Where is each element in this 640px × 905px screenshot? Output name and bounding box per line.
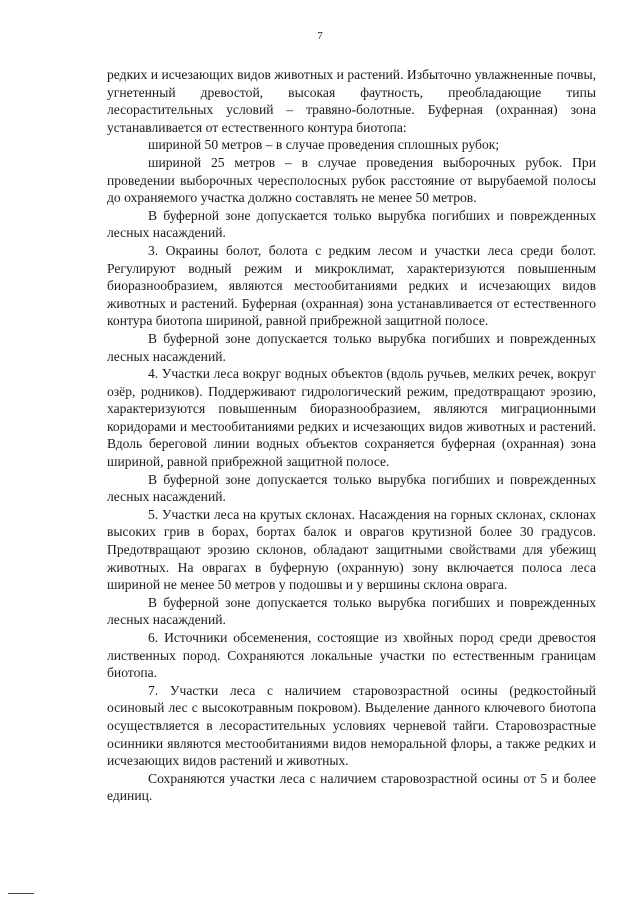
paragraph-item-3: 3. Окраины болот, болота с редким лесом и участки леса среди болот. Регулируют водный режим и микроклимат, характеризуются повышенным биоразнообразием, являются местообитаниями редких и исчезающих видов животных и растений. Буферная (охранная) зона устанавливается от естественного контура биотопа шириной, равной прибрежной защитной полосе. — [107, 242, 596, 329]
paragraph-buffer-rule: В буферной зоне допускается только вырубка погибших и поврежденных лесных насаждений. — [107, 594, 596, 628]
paragraph-item-4: 4. Участки леса вокруг водных объектов (вдоль ручьев, мелких речек, вокруг озёр, родников). Поддерживают гидрологический режим, предотвращают эрозию, характеризуются повышенным биоразнообразием, являются миграционными коридорами и местообитаниями редких и исчезающих видов животных и растений. Вдоль береговой линии водных объектов сохраняется буферная (охранная) зона шириной, равной прибрежной защитной полосе. — [107, 366, 596, 470]
page-number: 7 — [317, 30, 323, 42]
paragraph-final: Сохраняются участки леса с наличием старовозрастной осины от 5 и более единиц. — [107, 770, 596, 804]
document-body — [107, 66, 596, 805]
paragraph-item-6: 6. Источники обсеменения, состоящие из хвойных пород среди древостоя лиственных пород. Сохраняются локальные участки по естественным границам биотопа. — [107, 630, 596, 681]
paragraph-buffer-rule: В буферной зоне допускается только вырубка погибших и поврежденных лесных насаждений. — [107, 330, 596, 364]
paragraph-item-7: 7. Участки леса с наличием старовозрастной осины (редкостойный осиновый лес с высокотравным покровом). Выделение данного ключевого биотопа осуществляется в лесорастительных условиях черневой тайги. Старовозрастные осинники являются местообитаниями видов неморальной флоры, а также редких и исчезающих видов растений и животных. — [107, 682, 596, 769]
paragraph-item-5: 5. Участки леса на крутых склонах. Насаждения на горных склонах, склонах высоких грив в борах, бортах балок и оврагов крутизной более 30 градусов. Предотвращают эрозию склонов, обладают защитными свойствами для убежищ животных. На оврагах в буферную (охранную) зону включается полоса леса шириной не менее 50 метров у подошвы и у вершины склона оврага. — [107, 506, 596, 593]
paragraph-buffer-50m: шириной 50 метров – в случае проведения сплошных рубок; — [148, 137, 500, 153]
paragraph-buffer-rule: В буферной зоне допускается только вырубка погибших и поврежденных лесных насаждений. — [107, 207, 596, 241]
paragraph-buffer-rule: В буферной зоне допускается только вырубка погибших и поврежденных лесных насаждений. — [107, 471, 596, 505]
paragraph-continuation: редких и исчезающих видов животных и растений. Избыточно увлажненные почвы, угнетенный древостой, высокая фаутность, преобладающие типы лесорастительных условий – травяно-болотные. Буферная (охранная) зона устанавливается от естественного контура биотопа: — [107, 67, 596, 135]
paragraph-buffer-25m: шириной 25 метров – в случае проведения выборочных рубок. При проведении выборочных чересполосных рубок расстояние от вырубаемой полосы до охраняемого участка должно составлять не менее 50 метров. — [107, 154, 596, 206]
footer-rule — [8, 893, 34, 894]
